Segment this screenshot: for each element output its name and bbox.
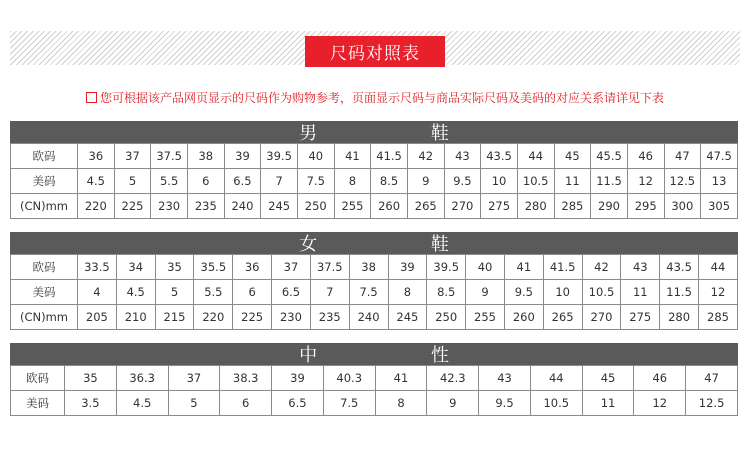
size-cell: 40 xyxy=(297,144,334,169)
size-cell: 305 xyxy=(701,194,738,219)
size-cell: 11.5 xyxy=(591,169,628,194)
size-cell: 280 xyxy=(517,194,554,219)
size-cell: 295 xyxy=(627,194,664,219)
size-cell: 9 xyxy=(427,391,479,416)
size-cell: 225 xyxy=(233,305,272,330)
size-cell: 5.5 xyxy=(194,280,233,305)
size-cell: 37.5 xyxy=(151,144,188,169)
size-cell: 240 xyxy=(349,305,388,330)
size-cell: 43 xyxy=(444,144,481,169)
size-cell: 11 xyxy=(621,280,660,305)
size-cell: 285 xyxy=(699,305,738,330)
size-cell: 9 xyxy=(466,280,505,305)
size-cell: 45 xyxy=(582,366,634,391)
size-cell: 10.5 xyxy=(582,280,621,305)
size-cell: 215 xyxy=(155,305,194,330)
page-title: 尺码对照表 xyxy=(305,36,445,67)
size-cell: 5.5 xyxy=(151,169,188,194)
size-cell: 240 xyxy=(224,194,261,219)
women-size-row xyxy=(11,305,738,330)
size-cell: 10 xyxy=(543,280,582,305)
size-cell: 8.5 xyxy=(427,280,466,305)
size-cell: 41.5 xyxy=(543,255,582,280)
size-cell: 42.3 xyxy=(427,366,479,391)
row-label: (CN)mm xyxy=(11,194,78,219)
size-cell: 3.5 xyxy=(65,391,117,416)
size-cell: 250 xyxy=(427,305,466,330)
size-cell: 275 xyxy=(481,194,518,219)
size-cell: 220 xyxy=(78,194,115,219)
men-size-section xyxy=(10,121,738,219)
unisex-size-section xyxy=(10,343,738,416)
men-size-table xyxy=(10,143,738,219)
size-cell: 6.5 xyxy=(272,280,311,305)
size-cell: 210 xyxy=(116,305,155,330)
size-cell: 39.5 xyxy=(427,255,466,280)
size-cell: 36 xyxy=(233,255,272,280)
size-cell: 8 xyxy=(334,169,371,194)
size-cell: 8 xyxy=(388,280,427,305)
size-cell: 265 xyxy=(407,194,444,219)
size-cell: 34 xyxy=(116,255,155,280)
size-cell: 4.5 xyxy=(78,169,115,194)
size-cell: 10.5 xyxy=(530,391,582,416)
size-cell: 46 xyxy=(634,366,686,391)
size-cell: 7 xyxy=(261,169,298,194)
size-cell: 255 xyxy=(466,305,505,330)
size-cell: 9.5 xyxy=(504,280,543,305)
row-label: 欧码 xyxy=(11,255,78,280)
size-cell: 43 xyxy=(621,255,660,280)
size-cell: 41 xyxy=(334,144,371,169)
row-label: 欧码 xyxy=(11,366,65,391)
size-cell: 12 xyxy=(627,169,664,194)
size-cell: 12.5 xyxy=(686,391,738,416)
size-cell: 260 xyxy=(371,194,408,219)
size-cell: 7.5 xyxy=(297,169,334,194)
size-cell: 42 xyxy=(582,255,621,280)
size-cell: 270 xyxy=(444,194,481,219)
size-cell: 44 xyxy=(530,366,582,391)
size-cell: 6 xyxy=(233,280,272,305)
size-cell: 38 xyxy=(349,255,388,280)
size-cell: 37 xyxy=(168,366,220,391)
size-cell: 42 xyxy=(407,144,444,169)
size-cell: 38.3 xyxy=(220,366,272,391)
size-cell: 225 xyxy=(114,194,151,219)
size-cell: 255 xyxy=(334,194,371,219)
notice-text: 您可根据该产品网页显示的尺码作为购物参考，页面显示尺码与商品实际尺码及美码的对应关系请详见下表 xyxy=(99,91,664,105)
size-cell: 235 xyxy=(310,305,349,330)
size-cell: 35 xyxy=(65,366,117,391)
size-cell: 39.5 xyxy=(261,144,298,169)
size-cell: 10.5 xyxy=(517,169,554,194)
men-heading: 男 鞋 xyxy=(10,121,738,143)
size-cell: 47 xyxy=(686,366,738,391)
size-cell: 45.5 xyxy=(591,144,628,169)
women-size-row xyxy=(11,280,738,305)
women-size-section xyxy=(10,232,738,330)
size-cell: 47 xyxy=(664,144,701,169)
size-cell: 12 xyxy=(634,391,686,416)
size-cell: 39 xyxy=(388,255,427,280)
unisex-size-table xyxy=(10,365,738,416)
row-label: 美码 xyxy=(11,391,65,416)
unisex-heading: 中 性 xyxy=(10,343,738,365)
size-cell: 41 xyxy=(504,255,543,280)
size-cell: 235 xyxy=(187,194,224,219)
men-size-row xyxy=(11,144,738,169)
size-cell: 300 xyxy=(664,194,701,219)
size-cell: 37.5 xyxy=(310,255,349,280)
size-cell: 285 xyxy=(554,194,591,219)
size-cell: 35 xyxy=(155,255,194,280)
size-cell: 5 xyxy=(155,280,194,305)
size-cell: 230 xyxy=(272,305,311,330)
size-notice xyxy=(0,89,750,106)
row-label: 美码 xyxy=(11,169,78,194)
size-cell: 39 xyxy=(224,144,261,169)
size-cell: 11 xyxy=(582,391,634,416)
size-cell: 245 xyxy=(388,305,427,330)
size-cell: 275 xyxy=(621,305,660,330)
unisex-size-row xyxy=(11,391,738,416)
women-heading: 女 鞋 xyxy=(10,232,738,254)
women-size-row xyxy=(11,255,738,280)
size-cell: 41.5 xyxy=(371,144,408,169)
size-cell: 6 xyxy=(220,391,272,416)
size-cell: 7 xyxy=(310,280,349,305)
unisex-size-row xyxy=(11,366,738,391)
size-cell: 220 xyxy=(194,305,233,330)
size-cell: 11 xyxy=(554,169,591,194)
size-cell: 7.5 xyxy=(349,280,388,305)
size-cell: 9 xyxy=(407,169,444,194)
size-cell: 280 xyxy=(660,305,699,330)
size-cell: 270 xyxy=(582,305,621,330)
size-cell: 260 xyxy=(504,305,543,330)
notice-box-icon xyxy=(86,92,97,103)
size-cell: 250 xyxy=(297,194,334,219)
size-cell: 44 xyxy=(699,255,738,280)
size-cell: 7.5 xyxy=(323,391,375,416)
size-cell: 43 xyxy=(479,366,531,391)
size-cell: 41 xyxy=(375,366,427,391)
size-cell: 205 xyxy=(78,305,117,330)
size-cell: 43.5 xyxy=(481,144,518,169)
size-cell: 5 xyxy=(168,391,220,416)
size-cell: 8 xyxy=(375,391,427,416)
size-cell: 9.5 xyxy=(479,391,531,416)
size-cell: 10 xyxy=(481,169,518,194)
size-cell: 9.5 xyxy=(444,169,481,194)
size-cell: 13 xyxy=(701,169,738,194)
men-size-row xyxy=(11,194,738,219)
size-cell: 44 xyxy=(517,144,554,169)
size-cell: 37 xyxy=(114,144,151,169)
size-cell: 6.5 xyxy=(224,169,261,194)
size-cell: 4 xyxy=(78,280,117,305)
size-cell: 6.5 xyxy=(272,391,324,416)
size-cell: 12.5 xyxy=(664,169,701,194)
women-size-table xyxy=(10,254,738,330)
size-cell: 4.5 xyxy=(116,280,155,305)
row-label: 美码 xyxy=(11,280,78,305)
size-cell: 4.5 xyxy=(116,391,168,416)
size-cell: 39 xyxy=(272,366,324,391)
size-cell: 8.5 xyxy=(371,169,408,194)
size-cell: 230 xyxy=(151,194,188,219)
size-cell: 12 xyxy=(699,280,738,305)
size-cell: 37 xyxy=(272,255,311,280)
size-cell: 290 xyxy=(591,194,628,219)
size-cell: 46 xyxy=(627,144,664,169)
row-label: 欧码 xyxy=(11,144,78,169)
men-size-row xyxy=(11,169,738,194)
size-cell: 5 xyxy=(114,169,151,194)
size-cell: 40 xyxy=(466,255,505,280)
size-cell: 47.5 xyxy=(701,144,738,169)
size-cell: 45 xyxy=(554,144,591,169)
size-cell: 40.3 xyxy=(323,366,375,391)
size-cell: 265 xyxy=(543,305,582,330)
size-cell: 245 xyxy=(261,194,298,219)
size-cell: 33.5 xyxy=(78,255,117,280)
size-cell: 6 xyxy=(187,169,224,194)
size-cell: 43.5 xyxy=(660,255,699,280)
size-cell: 35.5 xyxy=(194,255,233,280)
size-cell: 11.5 xyxy=(660,280,699,305)
size-cell: 36.3 xyxy=(116,366,168,391)
size-cell: 36 xyxy=(78,144,115,169)
row-label: (CN)mm xyxy=(11,305,78,330)
size-cell: 38 xyxy=(187,144,224,169)
